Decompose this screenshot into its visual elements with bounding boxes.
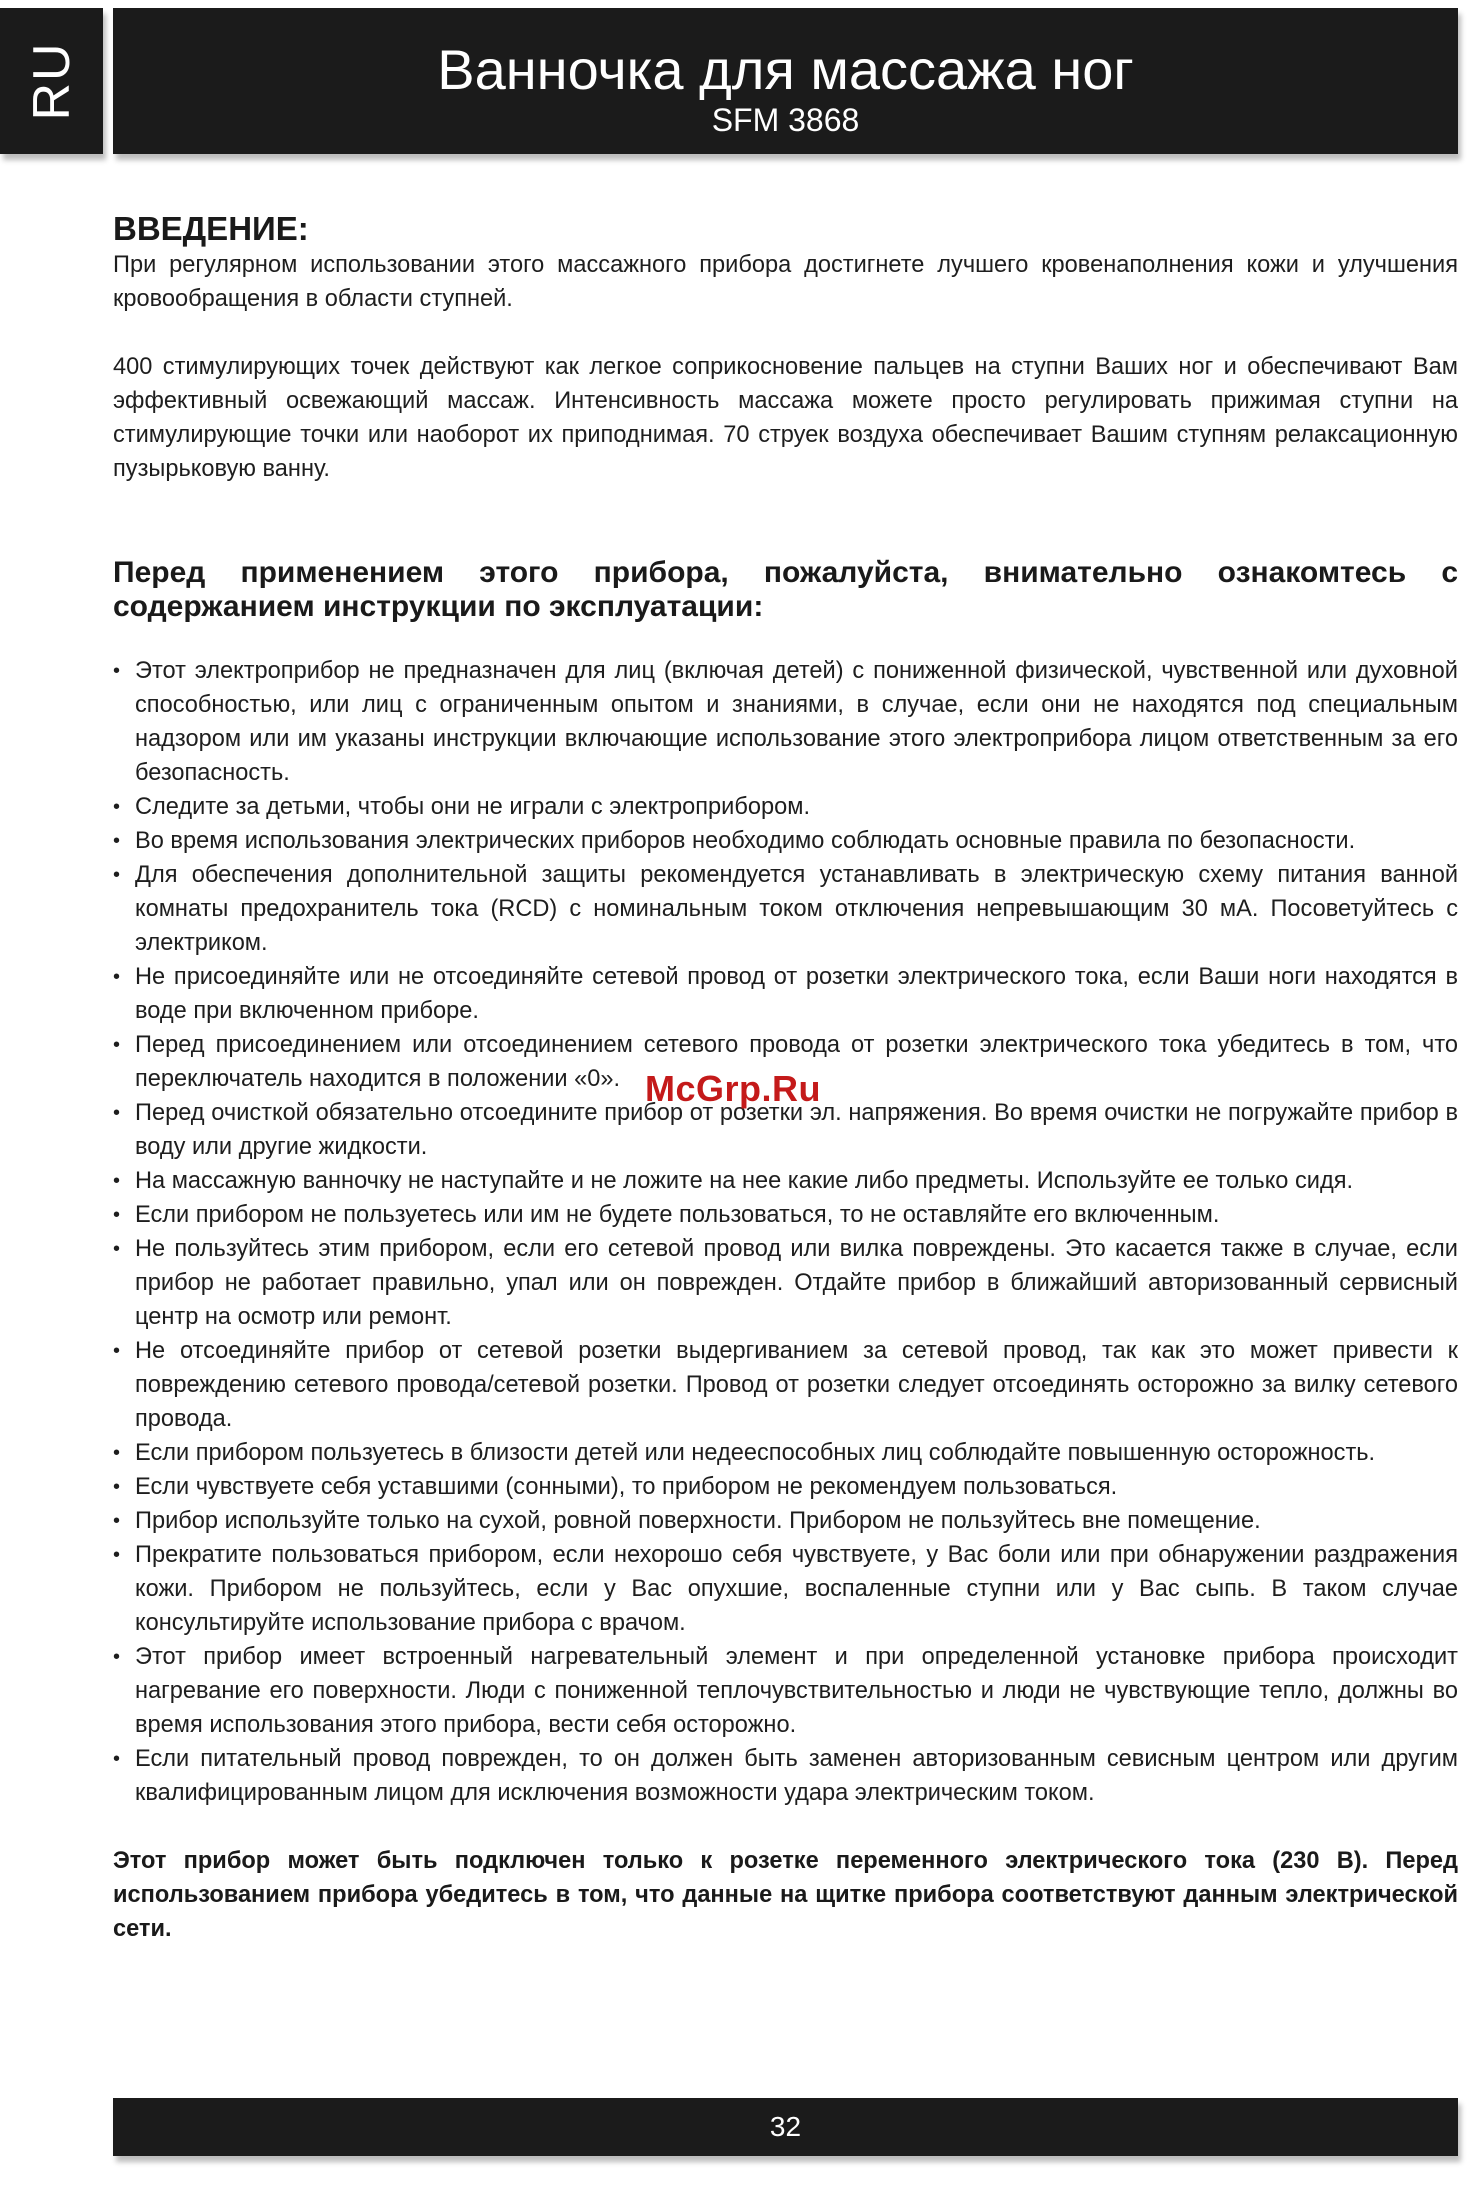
list-item: • Перед очисткой обязательно отсоедините прибор от розетки эл. напряжения. Во время очистки не погружайте прибор в воду или другие жидкости. <box>113 1096 1458 1164</box>
intro-paragraph-1: При регулярном использовании этого массажного прибора достигнете лучшего кровенаполнения кожи и улучшения кровообращения в области ступней. <box>113 252 1458 312</box>
list-item: • Если прибором пользуетесь в близости детей или недееспособных лиц соблюдайте повышенную осторожность. <box>113 1436 1458 1470</box>
watermark-text: McGrp.Ru <box>645 1068 822 1109</box>
power-supply-note: Этот прибор может быть подключен только к розетке переменного электрического тока (230 В). Перед использованием прибора убедитесь в том, что данные на щитке прибора соответствуют данным электрической сети. <box>113 1848 1458 1942</box>
list-item: • На массажную ванночку не наступайте и не ложите на нее какие либо предметы. Используйте ее только сидя. <box>113 1164 1458 1198</box>
list-item: • Прибор используйте только на сухой, ровной поверхности. Прибором не пользуйтесь вне помещение. <box>113 1504 1458 1538</box>
header-bar <box>113 8 1458 154</box>
list-item: • Не присоединяйте или не отсоединяйте сетевой провод от розетки электрического тока, если Ваши ноги находятся в воде при включенном приборе. <box>113 960 1458 1028</box>
list-item: • Не отсоединяйте прибор от сетевой розетки выдергиванием за сетевой провод, так как это может привести к повреждению сетевого провода/сетевой розетки. Провод от розетки следует отсоединять осторожно за вилку сетевого провода. <box>113 1334 1458 1436</box>
list-item: • Этот прибор имеет встроенный нагревательный элемент и при определенной установке прибора происходит нагревание его поверхности. Люди с пониженной теплочувствительностью и люди не чувствующие тепло, должны во время использования этого прибора, вести себя осторожно. <box>113 1640 1458 1742</box>
spacer <box>113 624 1458 654</box>
list-item: • Следите за детьми, чтобы они не играли с электроприбором. <box>113 790 1458 824</box>
spacer <box>113 486 1458 520</box>
safety-heading: Перед применением этого прибора, пожалуйста, внимательно ознакомтесь с содержанием инструкции по эксплуатации: <box>113 556 1458 623</box>
safety-list <box>113 654 1458 1810</box>
list-item: • Если прибором не пользуетесь или им не будете пользоваться, то не оставляйте его включенным. <box>113 1198 1458 1232</box>
spacer <box>113 316 1458 350</box>
language-label: RU <box>22 41 81 121</box>
list-item: • Если чувствуете себя уставшими (сонными), то прибором не рекомендуем пользоваться. <box>113 1470 1458 1504</box>
list-item: • Этот электроприбор не предназначен для лиц (включая детей) с пониженной физической, чувственной или духовной способностью, или лиц с ограниченным опытом и знаниями, в случае, если они не находятся под специальным надзором или им указаны инструкции включающие использование этого электроприбора лицом ответственным за его безопасность. <box>113 654 1458 790</box>
list-item: • Прекратите пользоваться прибором, если нехорошо себя чувствуете, у Вас боли или при обнаружении раздражения кожи. Прибором не пользуйтесь, если у Вас опухшие, воспаленные ступни или у Вас сыпь. В таком случае консультируйте использование прибора с врачом. <box>113 1538 1458 1640</box>
spacer <box>113 520 1458 556</box>
list-item: • Перед присоединением или отсоединением сетевого провода от розетки электрического тока убедитесь в том, что переключатель находится в положении «0». <box>113 1028 1458 1096</box>
list-item: • Если питательный провод поврежден, то он должен быть заменен авторизованным севисным центром или другим квалифицированным лицом для исключения возможности удара электрическим током. <box>113 1742 1458 1810</box>
list-item: • Для обеспечения дополнительной защиты рекомендуется устанавливать в электрическую схему питания ванной комнаты предохранитель тока (RCD) с номинальным током отключения непревышающим 30 мА. Посоветуйтесь с электриком. <box>113 858 1458 960</box>
list-item: • Во время использования электрических приборов необходимо соблюдать основные правила по безопасности. <box>113 824 1458 858</box>
language-tab <box>0 8 103 154</box>
model-number: SFM 3868 <box>711 102 860 138</box>
footer-bar <box>113 2098 1458 2156</box>
page-number: 32 <box>769 2111 802 2142</box>
page-title: Ванночка для массажа ног <box>437 38 1134 101</box>
intro-heading: ВВЕДЕНИЕ: <box>113 210 309 247</box>
list-item: • Не пользуйтесь этим прибором, если его сетевой провод или вилка повреждены. Это касается также в случае, если прибор не работает правильно, упал или он поврежден. Отдайте прибор в ближайший авторизованный сервисный центр на осмотр или ремонт. <box>113 1232 1458 1334</box>
spacer <box>113 1810 1458 1844</box>
intro-paragraph-2: 400 стимулирующих точек действуют как легкое соприкосновение пальцев на ступни Ваших ног и обеспечивают Вам эффективный освежающий массаж. Интенсивность массажа можете просто регулировать прижимая ступни на стимулирующие точки или наоборот их приподнимая. 70 струек воздуха обеспечивает Вашим ступням релаксационную пузырьковую ванну. <box>113 354 1458 482</box>
